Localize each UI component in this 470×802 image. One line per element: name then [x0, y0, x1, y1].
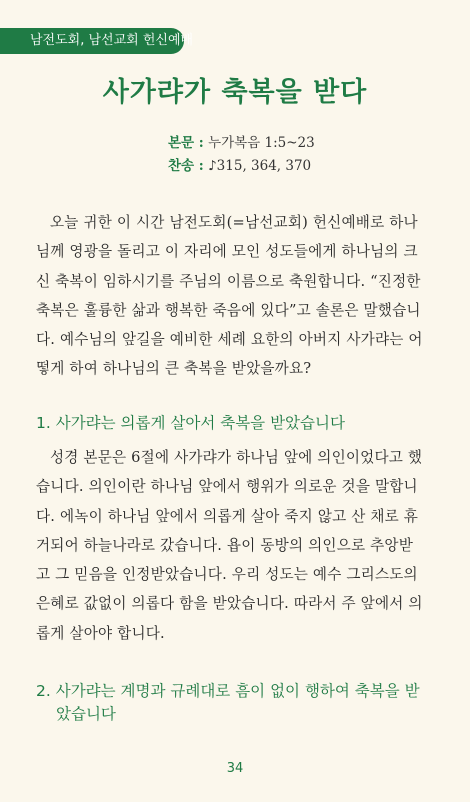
- scripture-reference: [168, 132, 315, 178]
- section-1-line: 은혜로 값없이 의롭다 함을 받았습니다. 따라서 주 앞에서 의: [36, 595, 423, 613]
- intro-line: 떻게 하여 하나님의 큰 축복을 받았을까요?: [36, 360, 312, 378]
- page-number: 34: [226, 761, 244, 776]
- intro-line: 축복은 훌륭한 삶과 행복한 죽음에 있다”고 솔론은 말했습니: [36, 301, 421, 319]
- bible-text-value: 누가복음 1:5~23: [208, 135, 315, 151]
- section-1-line: 다. 에녹이 하나님 앞에서 의롭게 살아 죽지 않고 산 채로 휴: [36, 507, 419, 525]
- section-1-line: 고 그 믿음을 인정받았습니다. 우리 성도는 예수 그리스도의: [36, 566, 418, 584]
- hymn-label: 찬송 :: [168, 158, 204, 174]
- intro-line: 신 축복이 임하시기를 주님의 이름으로 축원합니다. “진정한: [36, 272, 421, 290]
- section-1-line: 성경 본문은 6절에 사가랴가 하나님 앞에 의인이었다고 했: [50, 449, 423, 466]
- hymn-value: ♪315, 364, 370: [208, 158, 312, 174]
- hymn-row: [168, 155, 315, 178]
- intro-line: 님께 영광을 돌리고 이 자리에 모인 성도들에게 하나님의 크: [36, 243, 418, 261]
- section-1-paragraph: [36, 443, 438, 648]
- intro-line: 다. 예수님의 앞길을 예비한 세례 요한의 아버지 사가랴는 어: [36, 331, 423, 349]
- section-2-heading: [36, 680, 446, 726]
- section-2-heading-line: 2. 사가랴는 계명과 규례대로 흠이 없이 행하여 축복을 받: [36, 682, 420, 700]
- section-2-heading-line: 았습니다: [56, 705, 116, 723]
- section-1-line: 거되어 하늘나라로 갔습니다. 욥이 동방의 의인으로 추앙받: [36, 536, 414, 554]
- section-1-line: 롭게 살아야 합니다.: [36, 624, 165, 642]
- intro-line: 오늘 귀한 이 시간 남전도회(=남선교회) 헌신예배로 하나: [50, 214, 418, 231]
- sermon-title: 사가랴가 축복을 받다: [102, 77, 368, 108]
- section-1-line: 습니다. 의인이란 하나님 앞에서 행위가 의로운 것을 말합니: [36, 478, 418, 496]
- bible-text-label: 본문 :: [168, 135, 204, 151]
- section-1-heading: 1. 사가랴는 의롭게 살아서 축복을 받았습니다: [36, 414, 345, 432]
- intro-paragraph: [36, 208, 438, 384]
- series-tag: 남전도회, 남선교회 헌신예배: [0, 28, 184, 54]
- bible-text-row: [168, 132, 315, 155]
